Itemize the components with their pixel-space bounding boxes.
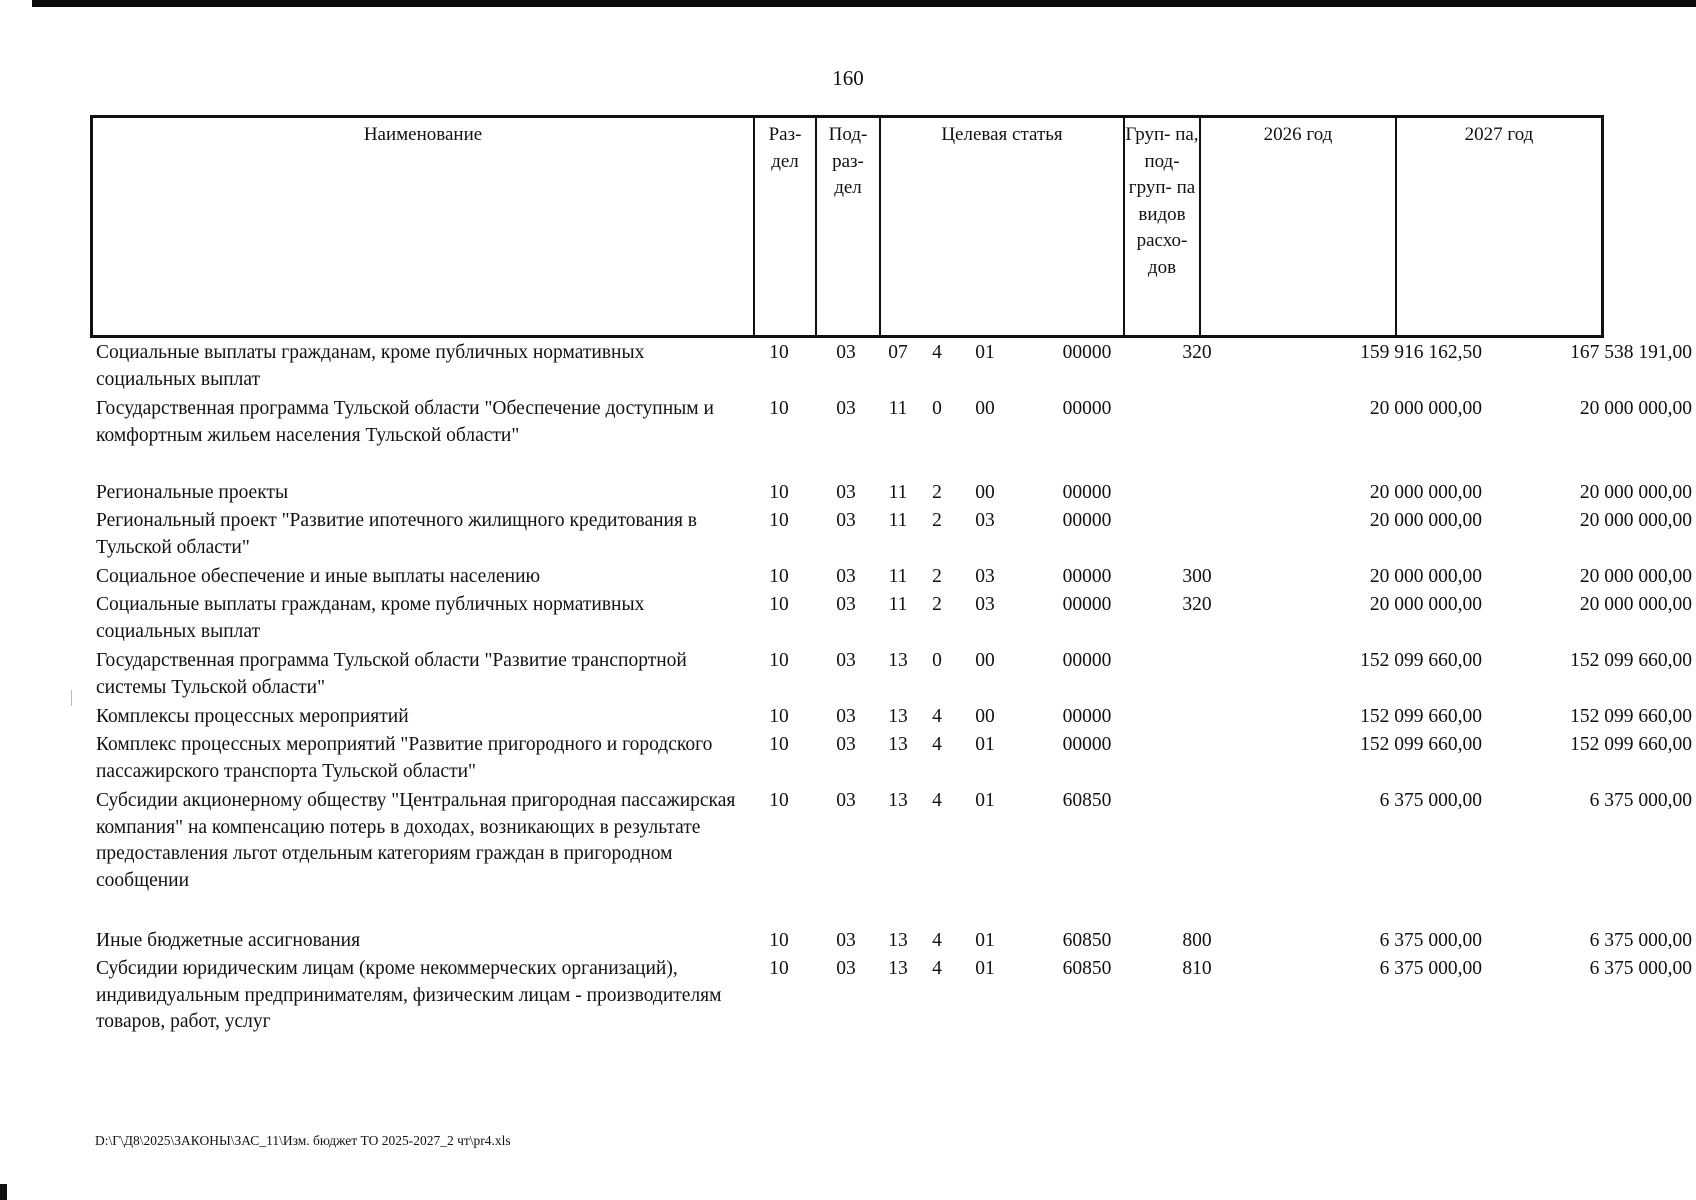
row-name: Социальное обеспечение и иные выплаты населению bbox=[96, 566, 541, 587]
row-2026: 6 375 000,00 bbox=[1379, 930, 1482, 951]
row-target-2: 0 bbox=[932, 650, 942, 671]
row-podrazdel: 03 bbox=[836, 706, 856, 727]
row-target-3: 03 bbox=[975, 510, 995, 531]
row-target-3: 01 bbox=[975, 930, 995, 951]
row-target-4: 60850 bbox=[1062, 790, 1112, 811]
row-razdel: 10 bbox=[769, 342, 789, 363]
row-target-1: 11 bbox=[888, 594, 908, 615]
row-target-3: 01 bbox=[975, 734, 995, 755]
row-2026: 152 099 660,00 bbox=[1360, 706, 1482, 727]
row-target-1: 13 bbox=[888, 958, 908, 979]
row-name: Комплекс процессных мероприятий "Развитие пригородного и городского пассажирского транспорта Тульской области" bbox=[96, 734, 713, 782]
row-group: 300 bbox=[1182, 566, 1212, 587]
row-target-3: 00 bbox=[975, 482, 995, 503]
header-razdel: Раз- дел bbox=[753, 118, 815, 335]
row-2027: 6 375 000,00 bbox=[1589, 790, 1692, 811]
row-podrazdel: 03 bbox=[836, 482, 856, 503]
row-target-4: 00000 bbox=[1062, 734, 1112, 755]
row-2026: 152 099 660,00 bbox=[1360, 734, 1482, 755]
row-podrazdel: 03 bbox=[836, 930, 856, 951]
row-razdel: 10 bbox=[769, 958, 789, 979]
row-target-3: 03 bbox=[975, 594, 995, 615]
row-2027: 20 000 000,00 bbox=[1579, 398, 1692, 419]
row-target-3: 00 bbox=[975, 398, 995, 419]
row-razdel: 10 bbox=[769, 706, 789, 727]
row-2026: 20 000 000,00 bbox=[1369, 510, 1482, 531]
row-target-1: 13 bbox=[888, 930, 908, 951]
row-razdel: 10 bbox=[769, 566, 789, 587]
row-target-4: 00000 bbox=[1062, 706, 1112, 727]
row-name: Субсидии юридическим лицам (кроме некоммерческих организаций), индивидуальным предпринимателям, физическим лицам - производителям товаров, работ, услуг bbox=[96, 958, 722, 1032]
row-razdel: 10 bbox=[769, 734, 789, 755]
page-number: 160 bbox=[832, 66, 864, 90]
row-2026: 152 099 660,00 bbox=[1360, 650, 1482, 671]
row-target-1: 11 bbox=[888, 510, 908, 531]
top-scan-border bbox=[32, 0, 1696, 7]
row-name: Государственная программа Тульской области "Обеспечение доступным и комфортным жильем населения Тульской области" bbox=[96, 398, 714, 446]
row-target-1: 11 bbox=[888, 398, 908, 419]
row-target-3: 00 bbox=[975, 650, 995, 671]
row-target-3: 01 bbox=[975, 790, 995, 811]
row-razdel: 10 bbox=[769, 790, 789, 811]
row-podrazdel: 03 bbox=[836, 510, 856, 531]
row-2027: 20 000 000,00 bbox=[1579, 566, 1692, 587]
row-target-4: 00000 bbox=[1062, 566, 1112, 587]
row-2026: 6 375 000,00 bbox=[1379, 790, 1482, 811]
row-podrazdel: 03 bbox=[836, 566, 856, 587]
row-razdel: 10 bbox=[769, 510, 789, 531]
row-target-1: 13 bbox=[888, 734, 908, 755]
row-razdel: 10 bbox=[769, 482, 789, 503]
row-target-2: 2 bbox=[932, 566, 942, 587]
header-name: Наименование bbox=[363, 124, 483, 145]
row-2027: 20 000 000,00 bbox=[1579, 594, 1692, 615]
header-podrazdel: Под- раз- дел bbox=[815, 118, 879, 335]
row-podrazdel: 03 bbox=[836, 790, 856, 811]
row-name: Региональный проект "Развитие ипотечного жилищного кредитования в Тульской области" bbox=[96, 510, 698, 558]
row-podrazdel: 03 bbox=[836, 650, 856, 671]
row-target-4: 00000 bbox=[1062, 510, 1112, 531]
row-podrazdel: 03 bbox=[836, 342, 856, 363]
row-group: 800 bbox=[1182, 930, 1212, 951]
row-target-4: 60850 bbox=[1062, 958, 1112, 979]
row-2027: 6 375 000,00 bbox=[1589, 930, 1692, 951]
row-2026: 159 916 162,50 bbox=[1360, 342, 1482, 363]
row-target-1: 07 bbox=[888, 342, 908, 363]
row-2027: 20 000 000,00 bbox=[1579, 510, 1692, 531]
row-target-4: 60850 bbox=[1062, 930, 1112, 951]
row-target-2: 4 bbox=[932, 930, 942, 951]
row-target-1: 13 bbox=[888, 790, 908, 811]
row-2026: 20 000 000,00 bbox=[1369, 398, 1482, 419]
row-target-2: 4 bbox=[932, 790, 942, 811]
row-target-2: 2 bbox=[932, 510, 942, 531]
row-name: Государственная программа Тульской области "Развитие транспортной системы Тульской области" bbox=[96, 650, 687, 698]
row-podrazdel: 03 bbox=[836, 734, 856, 755]
row-razdel: 10 bbox=[769, 594, 789, 615]
row-target-1: 13 bbox=[888, 650, 908, 671]
row-2027: 152 099 660,00 bbox=[1570, 650, 1692, 671]
row-2026: 20 000 000,00 bbox=[1369, 594, 1482, 615]
scan-mark bbox=[71, 690, 72, 706]
row-2027: 167 538 191,00 bbox=[1570, 342, 1692, 363]
row-target-4: 00000 bbox=[1062, 594, 1112, 615]
scan-edge-marker bbox=[0, 1184, 7, 1200]
row-name: Иные бюджетные ассигнования bbox=[96, 930, 361, 951]
row-target-4: 00000 bbox=[1062, 398, 1112, 419]
row-podrazdel: 03 bbox=[836, 594, 856, 615]
table-header bbox=[90, 115, 1604, 338]
row-razdel: 10 bbox=[769, 930, 789, 951]
row-target-2: 0 bbox=[932, 398, 942, 419]
row-target-4: 00000 bbox=[1062, 482, 1112, 503]
row-2027: 6 375 000,00 bbox=[1589, 958, 1692, 979]
row-target-2: 4 bbox=[932, 706, 942, 727]
row-2026: 20 000 000,00 bbox=[1369, 566, 1482, 587]
row-2026: 20 000 000,00 bbox=[1369, 482, 1482, 503]
row-target-1: 11 bbox=[888, 482, 908, 503]
row-group: 810 bbox=[1182, 958, 1212, 979]
row-2027: 152 099 660,00 bbox=[1570, 734, 1692, 755]
header-group: Груп- па, под- груп- па видов расхо- дов bbox=[1123, 118, 1199, 335]
file-path-footer: D:\Г\Д8\2025\ЗАКОНЫ\ЗАС_11\Изм. бюджет ТО 2025-2027_2 чт\pr4.xls bbox=[95, 1133, 511, 1148]
row-razdel: 10 bbox=[769, 650, 789, 671]
row-name: Субсидии акционерному обществу "Центральная пригородная пассажирская компания" на компенсацию потерь в доходах, возникающих в результате предоставления льгот отдельным категориям граждан в пригородном сообщении bbox=[96, 790, 736, 891]
row-target-3: 00 bbox=[975, 706, 995, 727]
row-target-2: 4 bbox=[932, 734, 942, 755]
row-2026: 6 375 000,00 bbox=[1379, 958, 1482, 979]
row-podrazdel: 03 bbox=[836, 958, 856, 979]
row-name: Социальные выплаты гражданам, кроме публичных нормативных социальных выплат bbox=[96, 594, 645, 642]
row-target-3: 01 bbox=[975, 958, 995, 979]
row-name: Социальные выплаты гражданам, кроме публичных нормативных социальных выплат bbox=[96, 342, 645, 390]
header-target: Целевая статья bbox=[879, 118, 1123, 335]
row-podrazdel: 03 bbox=[836, 398, 856, 419]
row-target-2: 2 bbox=[932, 594, 942, 615]
row-2027: 152 099 660,00 bbox=[1570, 706, 1692, 727]
row-name: Комплексы процессных мероприятий bbox=[96, 706, 409, 727]
row-target-3: 01 bbox=[975, 342, 995, 363]
row-group: 320 bbox=[1182, 342, 1212, 363]
row-2027: 20 000 000,00 bbox=[1579, 482, 1692, 503]
row-target-3: 03 bbox=[975, 566, 995, 587]
header-2027: 2027 год bbox=[1395, 118, 1601, 335]
row-target-2: 2 bbox=[932, 482, 942, 503]
row-target-4: 00000 bbox=[1062, 650, 1112, 671]
row-target-2: 4 bbox=[932, 342, 942, 363]
row-target-2: 4 bbox=[932, 958, 942, 979]
row-group: 320 bbox=[1182, 594, 1212, 615]
header-2026: 2026 год bbox=[1199, 118, 1395, 335]
row-target-1: 13 bbox=[888, 706, 908, 727]
row-target-1: 11 bbox=[888, 566, 908, 587]
row-name: Региональные проекты bbox=[96, 482, 289, 503]
row-target-4: 00000 bbox=[1062, 342, 1112, 363]
row-razdel: 10 bbox=[769, 398, 789, 419]
